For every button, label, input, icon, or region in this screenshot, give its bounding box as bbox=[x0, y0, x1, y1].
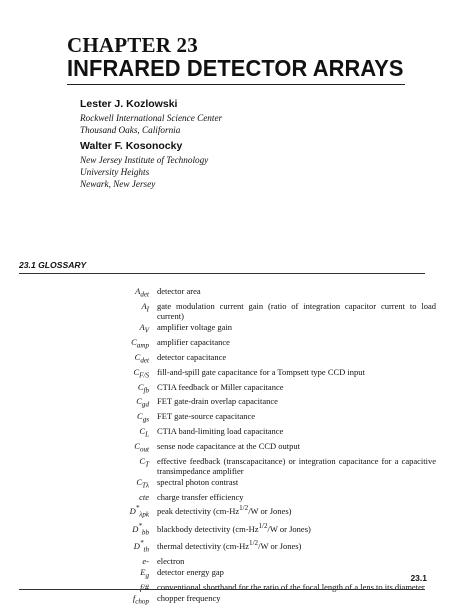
glossary-entry bbox=[96, 441, 436, 455]
glossary-symbol: $C_{gs}$ bbox=[137, 411, 149, 424]
affiliation-line: New Jersey Institute of Technology bbox=[80, 155, 209, 165]
affiliation-line: Thousand Oaks, California bbox=[80, 125, 181, 136]
glossary-entry bbox=[96, 538, 436, 555]
glossary-symbol: $C_T$ bbox=[139, 455, 149, 469]
glossary-entry bbox=[96, 503, 436, 520]
glossary-definition: peak detectivity ($cm-Hz^{1/2}/W$ or Jones) bbox=[157, 504, 292, 516]
affiliation-line: Newark, New Jersey bbox=[80, 179, 156, 190]
section-divider bbox=[19, 273, 425, 274]
glossary-entry bbox=[96, 382, 436, 396]
glossary-entry bbox=[96, 352, 436, 366]
section-heading: 23.1 GLOSSARY bbox=[19, 260, 87, 270]
glossary-definition: sense node capacitance at the CCD output bbox=[157, 440, 301, 451]
glossary-entry bbox=[96, 521, 436, 538]
glossary-definition: blackbody detectivity ($cm-Hz^{1/2}/W$ or Jones) bbox=[157, 521, 311, 534]
glossary-entry bbox=[96, 593, 436, 607]
chapter-title: INFRARED DETECTOR ARRAYS bbox=[67, 55, 404, 81]
page-number: 23.1 bbox=[410, 573, 427, 583]
glossary-symbol: cte bbox=[139, 491, 149, 502]
glossary-symbol: $A_{det}$ bbox=[135, 286, 149, 299]
glossary-list bbox=[96, 286, 436, 608]
glossary-definition: CTIA feedback or Miller capacitance bbox=[157, 381, 284, 392]
glossary-symbol: $f_{chop}$ bbox=[132, 592, 149, 606]
glossary-symbol: $C_{T\lambda}$ bbox=[136, 477, 149, 490]
glossary-definition: electron bbox=[157, 555, 185, 566]
author-affiliation bbox=[80, 154, 208, 191]
glossary-definition: amplifier capacitance bbox=[157, 337, 230, 348]
glossary-entry bbox=[96, 477, 436, 491]
glossary-symbol: $A_I$ bbox=[141, 300, 149, 314]
glossary-definition: amplifier voltage gain bbox=[157, 322, 233, 333]
affiliation-line: Rockwell International Science Center bbox=[80, 113, 223, 123]
glossary-symbol: $E_g$ bbox=[140, 566, 149, 580]
glossary-symbol: $C_{gd}$ bbox=[136, 396, 149, 410]
glossary-entry bbox=[96, 301, 436, 322]
glossary-definition: FET gate-drain overlap capacitance bbox=[157, 396, 278, 407]
page-divider bbox=[19, 589, 425, 590]
glossary-symbol: e- bbox=[142, 555, 149, 566]
glossary-entry bbox=[96, 556, 436, 567]
glossary-definition: gate modulation current gain (ratio of integration capacitor current to load current) bbox=[157, 300, 436, 322]
glossary-entry bbox=[96, 396, 436, 410]
glossary-symbol: $C_{det}$ bbox=[134, 352, 149, 365]
glossary-entry bbox=[96, 411, 436, 425]
glossary-entry bbox=[96, 337, 436, 351]
glossary-entry bbox=[96, 492, 436, 503]
glossary-definition: conventional shorthand for the ratio of the focal length of a lens to its diameter bbox=[157, 581, 425, 592]
glossary-symbol: f/# bbox=[140, 581, 149, 592]
glossary-symbol: $C_{fb}$ bbox=[137, 381, 149, 395]
glossary-definition: charge transfer efficiency bbox=[157, 491, 244, 502]
author-affiliation bbox=[80, 112, 222, 136]
glossary-definition: detector energy gap bbox=[157, 566, 224, 577]
glossary-symbol: $A_V$ bbox=[139, 322, 149, 336]
glossary-symbol: $C_{amp}$ bbox=[131, 337, 149, 350]
glossary-entry bbox=[96, 567, 436, 581]
affiliation-line: University Heights bbox=[80, 167, 150, 178]
glossary-entry bbox=[96, 322, 436, 336]
title-divider bbox=[67, 84, 405, 85]
glossary-definition: effective feedback (transcapacitance) or integration capacitance for a capacitive transimpedance amplifier bbox=[157, 455, 436, 477]
author-name: Lester J. Kozlowski bbox=[80, 98, 178, 110]
glossary-definition: detector area bbox=[157, 286, 201, 296]
glossary-definition: fill-and-spill gate capacitance for a Tompsett type CCD input bbox=[157, 366, 365, 377]
glossary-definition: FET gate-source capacitance bbox=[157, 411, 256, 422]
glossary-entry bbox=[96, 456, 436, 477]
glossary-definition: chopper frequency bbox=[157, 592, 221, 603]
glossary-definition: detector capacitance bbox=[157, 352, 227, 363]
glossary-symbol: $C_{out}$ bbox=[134, 440, 149, 454]
glossary-entry bbox=[96, 582, 436, 593]
glossary-symbol: $C_L$ bbox=[139, 425, 149, 439]
glossary-symbol: $D^*_{bb}$ bbox=[132, 521, 149, 537]
glossary-symbol: $D^*_{th}$ bbox=[133, 539, 149, 554]
chapter-label: CHAPTER 23 bbox=[67, 33, 198, 57]
glossary-definition: spectral photon contrast bbox=[157, 477, 239, 488]
glossary-definition: CTIA band-limiting load capacitance bbox=[157, 425, 284, 436]
glossary-symbol: $D^*_{\lambda pk}$ bbox=[129, 504, 149, 519]
glossary-entry bbox=[96, 367, 436, 381]
glossary-symbol: $C_{F/S}$ bbox=[133, 366, 149, 380]
author-name: Walter F. Kosonocky bbox=[80, 140, 183, 152]
glossary-entry bbox=[96, 426, 436, 440]
glossary-definition: thermal detectivity ($cm-Hz^{1/2}/W$ or Jones) bbox=[157, 539, 302, 552]
glossary-entry bbox=[96, 286, 436, 300]
